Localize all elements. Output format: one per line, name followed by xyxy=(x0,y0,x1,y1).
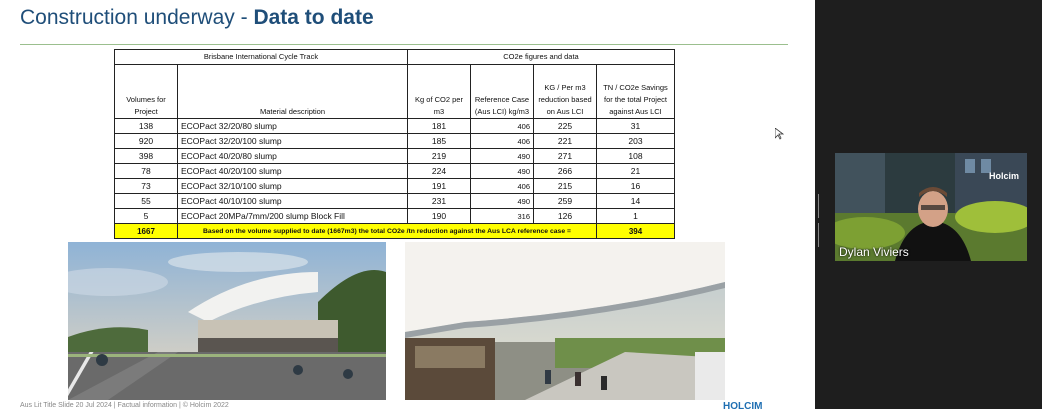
table-row xyxy=(115,164,675,179)
col-header-reference: Reference Case (Aus LCI) kg/m3 xyxy=(471,65,534,119)
cell-reference: 406 xyxy=(471,134,534,149)
cell-savings: 16 xyxy=(597,179,675,194)
cell-material: ECOPact 20MPa/7mm/200 slump Block Fill xyxy=(178,209,408,224)
cell-volume: 920 xyxy=(115,134,178,149)
cell-volume: 73 xyxy=(115,179,178,194)
table-total-row xyxy=(115,224,675,239)
cell-reference: 490 xyxy=(471,149,534,164)
table-row xyxy=(115,149,675,164)
cell-volume: 398 xyxy=(115,149,178,164)
cycle-track-exterior-render xyxy=(68,242,386,400)
cell-material: ECOPact 40/20/100 slump xyxy=(178,164,408,179)
table-row xyxy=(115,179,675,194)
cell-kg-co2: 224 xyxy=(408,164,471,179)
cell-savings: 203 xyxy=(597,134,675,149)
cell-savings: 31 xyxy=(597,119,675,134)
cell-kg-co2: 181 xyxy=(408,119,471,134)
mouse-cursor-icon xyxy=(775,127,784,145)
slide-footer: Aus Lit Title Slide 20 Jul 2024 | Factual information | © Holcim 2022 xyxy=(20,402,229,409)
cell-material: ECOPact 32/20/80 slump xyxy=(178,119,408,134)
col-header-savings: TN / CO2e Savings for the total Project against Aus LCI xyxy=(597,65,675,119)
cell-kg-co2: 219 xyxy=(408,149,471,164)
total-savings-cell: 394 xyxy=(597,224,675,239)
holcim-logo: HOLCIM xyxy=(723,401,763,409)
participant-name-label: Dylan Viviers xyxy=(839,245,909,259)
cell-reference: 490 xyxy=(471,164,534,179)
col-header-material: Material description xyxy=(178,65,408,119)
cell-reference: 406 xyxy=(471,119,534,134)
cell-reduction: 271 xyxy=(534,149,597,164)
table-row xyxy=(115,119,675,134)
table-row xyxy=(115,134,675,149)
cell-reduction: 221 xyxy=(534,134,597,149)
table-group-header-left: Brisbane International Cycle Track xyxy=(115,50,408,65)
cell-reduction: 259 xyxy=(534,194,597,209)
cell-reduction: 225 xyxy=(534,119,597,134)
cell-volume: 5 xyxy=(115,209,178,224)
cell-reference: 490 xyxy=(471,194,534,209)
col-header-kg-co2: Kg of CO2 per m3 xyxy=(408,65,471,119)
cell-savings: 1 xyxy=(597,209,675,224)
cell-reduction: 215 xyxy=(534,179,597,194)
col-header-reduction: KG / Per m3 reduction based on Aus LCI xyxy=(534,65,597,119)
title-divider xyxy=(20,44,788,45)
participant-video-tile[interactable] xyxy=(835,153,1027,261)
cell-material: ECOPact 40/20/80 slump xyxy=(178,149,408,164)
slide-title xyxy=(20,6,374,30)
slide-title-main: Construction underway - xyxy=(20,6,254,29)
table-group-header-right: CO2e figures and data xyxy=(408,50,675,65)
cell-kg-co2: 231 xyxy=(408,194,471,209)
slide-title-bold: Data to date xyxy=(253,6,374,29)
cell-material: ECOPact 32/10/100 slump xyxy=(178,179,408,194)
total-note-cell: Based on the volume supplied to date (1667m3) the total CO2e /tn reduction against the Aus LCA reference case = xyxy=(178,224,597,239)
col-header-volume: Volumes for Project xyxy=(115,65,178,119)
cell-reference: 316 xyxy=(471,209,534,224)
cycle-track-grandstand-render xyxy=(405,242,725,400)
cell-savings: 108 xyxy=(597,149,675,164)
cell-reference: 406 xyxy=(471,179,534,194)
panel-resize-handle[interactable] xyxy=(818,194,822,218)
cell-volume: 138 xyxy=(115,119,178,134)
cell-savings: 14 xyxy=(597,194,675,209)
cell-kg-co2: 191 xyxy=(408,179,471,194)
cell-volume: 55 xyxy=(115,194,178,209)
total-volume-cell: 1667 xyxy=(115,224,178,239)
table-row xyxy=(115,194,675,209)
cell-reduction: 266 xyxy=(534,164,597,179)
table-row xyxy=(115,209,675,224)
cell-savings: 21 xyxy=(597,164,675,179)
holcim-badge: Holcim xyxy=(988,171,1019,181)
cell-reduction: 126 xyxy=(534,209,597,224)
cell-kg-co2: 190 xyxy=(408,209,471,224)
cell-volume: 78 xyxy=(115,164,178,179)
cell-kg-co2: 185 xyxy=(408,134,471,149)
co2-data-table xyxy=(114,49,675,239)
cell-material: ECOPact 32/20/100 slump xyxy=(178,134,408,149)
cell-material: ECOPact 40/10/100 slump xyxy=(178,194,408,209)
